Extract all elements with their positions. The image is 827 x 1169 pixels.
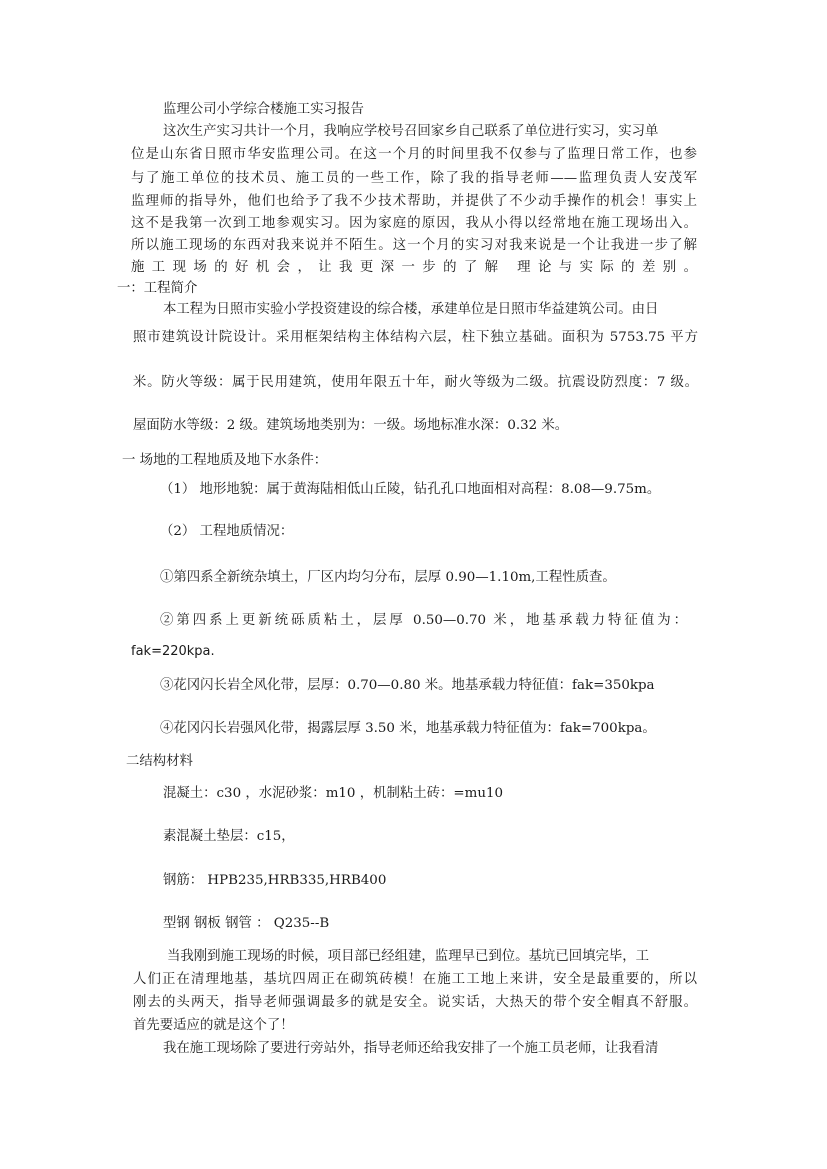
section-heading: 一 场地的工程地质及地下水条件： — [122, 453, 328, 468]
overview-line: 照市建筑设计院设计。采用框架结构主体结构六层，柱下独立基础。面积为 5753.75 平方 — [133, 330, 698, 345]
soil-layer: ③花冈闪长岩全风化带，层厚：0.70—0.80 米。地基承载力特征值：fak=350kpa — [160, 678, 655, 693]
geology-item: （2） 工程地质情况： — [160, 524, 294, 539]
soil-layer: fak=220kpa. — [131, 644, 215, 659]
section-heading: 一：工程简介 — [117, 281, 198, 296]
soil-layer: ④花冈闪长岩强风化带，揭露层厚 3.50 米，地基承载力特征值为：fak=700kpa。 — [160, 721, 656, 736]
intro-line: 这次生产实习共计一个月，我响应学校号召回家乡自己联系了单位进行实习，实习单 — [163, 124, 659, 139]
section-heading: 二结构材料 — [126, 754, 193, 769]
closing-line: 刚去的头两天，指导老师强调最多的就是安全。说实话，大热天的带个安全帽真不舒服。 — [133, 995, 697, 1010]
soil-layer: ②第四系上更新统砾质粘土，层厚 0.50—0.70 米，地基承载力特征值为： — [160, 613, 687, 628]
intro-line: 施工现场的好机会，让我更深一步的了解 理论与实际的差别。 — [131, 260, 697, 275]
intro-line: 位是山东省日照市华安监理公司。在这一个月的时间里我不仅参与了监理日常工作，也参 — [131, 147, 697, 162]
soil-layer: ①第四系全新统杂填土，厂区内均匀分布，层厚 0.90—1.10m,工程性质查。 — [160, 570, 616, 585]
intro-line: 与了施工单位的技术员、施工员的一些工作，除了我的指导老师——监理负责人安茂军 — [131, 171, 697, 186]
closing-line: 我在施工现场除了要进行旁站外，指导老师还给我安排了一个施工员老师，让我看清 — [163, 1041, 659, 1056]
material-line: 型钢 钢板 钢管 ： Q235--B — [163, 916, 330, 931]
closing-line: 首先要适应的就是这个了！ — [133, 1018, 294, 1033]
material-line: 素混凝土垫层：c15， — [163, 829, 295, 844]
intro-line: 这不是我第一次到工地参观实习。因为家庭的原因，我从小得以经常地在施工现场出入。 — [131, 216, 697, 231]
document-title: 监理公司小学综合楼施工实习报告 — [163, 102, 364, 117]
closing-line: 人们正在清理地基，基坑四周正在砌筑砖模！在施工工地上来讲，安全是最重要的，所以 — [133, 972, 697, 987]
intro-line: 监理师的指导外，他们也给予了我不少技术帮助，并提供了不少动手操作的机会！事实上 — [131, 194, 697, 209]
geology-item: （1） 地形地貌：属于黄海陆相低山丘陵，钻孔孔口地面相对高程：8.08—9.75m。 — [160, 482, 661, 497]
intro-line: 所以施工现场的东西对我来说并不陌生。这一个月的实习对我来说是一个让我进一步了解 — [131, 238, 697, 253]
overview-line: 屋面防水等级：2 级。建筑场地类别为：一级。场地标准水深：0.32 米。 — [133, 418, 569, 433]
material-line: 钢筋： HPB235,HRB335,HRB400 — [163, 873, 387, 888]
closing-line: 当我刚到施工现场的时候，项目部已经组建，监理早已到位。基坑已回填完毕，工 — [167, 949, 650, 964]
overview-line: 米。防火等级：属于民用建筑，使用年限五十年，耐火等级为二级。抗震设防烈度：7 级。 — [133, 375, 698, 390]
material-line: 混凝土：c30 ，水泥砂浆：m10 ，机制粘土砖：=mu10 — [163, 786, 504, 801]
overview-line: 本工程为日照市实验小学投资建设的综合楼，承建单位是日照市华益建筑公司。由日 — [163, 302, 659, 317]
